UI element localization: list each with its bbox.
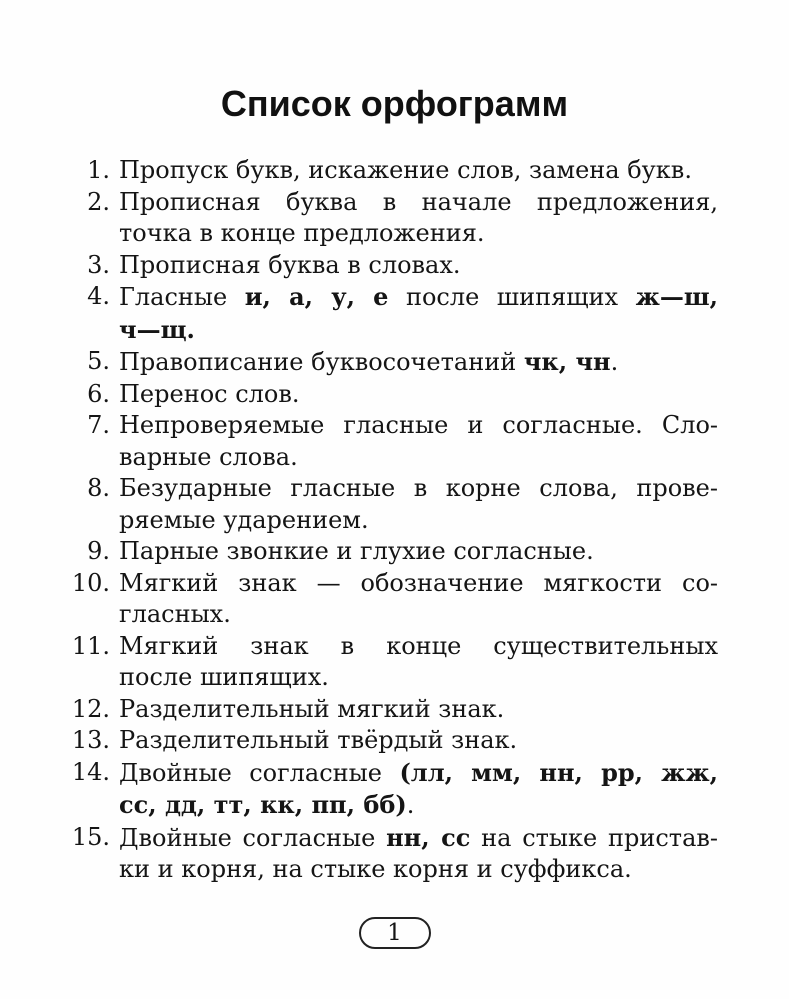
text-run: Безударные гласные в корне слова, прове- (119, 474, 718, 502)
orthogram-list (0, 155, 789, 886)
text-run: точка в конце предложения. (119, 219, 485, 247)
item-number: 3. (87, 250, 110, 279)
text-run: Прописная буква в начале предложения, (119, 187, 718, 216)
text-run-bold: ч—щ. (119, 314, 195, 344)
text-line (119, 536, 718, 568)
item-text (119, 536, 718, 568)
item-number: 4. (87, 282, 110, 310)
item-text (119, 568, 718, 631)
text-line (119, 410, 718, 442)
item-text (119, 281, 718, 346)
page-number-badge (359, 917, 431, 949)
list-item (68, 410, 718, 473)
text-line (119, 473, 718, 505)
item-text (119, 757, 718, 822)
item-text (119, 187, 718, 250)
text-line (119, 346, 718, 379)
list-item (68, 346, 718, 379)
text-line (119, 631, 718, 663)
text-run-bold: ж—ш, (635, 282, 718, 311)
text-run: . (406, 791, 415, 819)
list-item (68, 757, 718, 822)
text-run: Парные звонкие и глухие согласные. (119, 537, 594, 565)
item-number: 13. (71, 726, 110, 754)
text-run-bold: нн, сс (386, 822, 471, 852)
text-run: ряемые ударением. (119, 505, 369, 534)
item-number: 15. (71, 822, 110, 851)
text-run: Пропуск букв, искажение слов, замена букв. (119, 156, 692, 184)
text-line (119, 789, 718, 822)
list-item (68, 155, 718, 187)
list-item (68, 694, 718, 726)
text-run-bold: (лл, мм, нн, рр, жж, (399, 757, 718, 787)
item-text (119, 631, 718, 694)
item-text (119, 725, 718, 757)
item-number: 11. (71, 631, 110, 660)
item-number: 5. (87, 347, 110, 375)
list-item (68, 281, 718, 346)
item-number: 7. (87, 411, 110, 439)
text-run: Непроверяемые гласные и согласные. Сло- (119, 411, 718, 439)
item-text (119, 822, 718, 886)
item-text (119, 473, 718, 536)
text-run: гласных. (119, 600, 231, 628)
item-number: 2. (87, 187, 110, 216)
item-text (119, 250, 718, 282)
text-line (119, 314, 718, 347)
text-line (119, 662, 718, 694)
list-item (68, 725, 718, 757)
text-line (119, 505, 718, 537)
text-run: после шипящих. (119, 663, 329, 691)
text-line (119, 822, 718, 855)
text-line (119, 250, 718, 282)
text-line (119, 854, 718, 886)
item-number: 1. (87, 156, 110, 184)
list-item (68, 187, 718, 250)
page-title: Список орфограмм (220, 83, 569, 124)
text-run-bold: сс, дд, тт, кк, пп, бб) (119, 790, 407, 819)
list-item (68, 250, 718, 282)
text-run: варные слова. (119, 442, 298, 471)
item-text (119, 346, 718, 379)
text-run: Разделительный мягкий знак. (119, 694, 505, 723)
item-number: 8. (87, 474, 110, 502)
list-item (68, 631, 718, 694)
text-line (119, 568, 718, 600)
text-line (119, 442, 718, 474)
text-run: на стыке пристав- (470, 823, 719, 852)
text-line (119, 725, 718, 757)
item-number: 12. (71, 694, 110, 723)
list-item (68, 536, 718, 568)
item-text (119, 410, 718, 473)
list-item (68, 379, 718, 411)
text-run: Перенос слов. (119, 379, 300, 408)
text-run: Разделительный твёрдый знак. (119, 726, 518, 754)
text-run: Двойные согласные (119, 758, 400, 787)
item-number: 6. (87, 379, 110, 408)
text-run-bold: чк, чн (523, 347, 611, 376)
list-item (68, 568, 718, 631)
text-run: Двойные согласные (119, 823, 387, 852)
item-number: 9. (87, 537, 110, 565)
text-line (119, 599, 718, 631)
text-line (119, 757, 718, 790)
item-text (119, 155, 718, 187)
item-number: 14. (71, 757, 110, 786)
text-run: Мягкий знак — обозначение мягкости со- (119, 568, 718, 597)
text-line (119, 281, 718, 314)
item-text (119, 694, 718, 726)
text-line (119, 379, 718, 411)
item-number: 10. (71, 568, 110, 597)
text-run: . (610, 348, 619, 376)
text-line (119, 155, 718, 187)
text-line (119, 187, 718, 219)
list-item (68, 473, 718, 536)
text-run: после шипящих (388, 283, 636, 311)
text-run-bold: и, а, у, е (244, 282, 389, 311)
text-run: ки и корня, на стыке корня и суффикса. (119, 855, 632, 883)
text-line (119, 218, 718, 250)
text-line (119, 694, 718, 726)
text-run: Мягкий знак в конце существительных (119, 631, 718, 660)
text-run: Прописная буква в словах. (119, 250, 461, 279)
list-item (68, 822, 718, 886)
text-run: Гласные (119, 283, 245, 311)
page-number: 1 (387, 920, 402, 946)
item-text (119, 379, 718, 411)
text-run: Правописание буквосочетаний (119, 348, 524, 376)
